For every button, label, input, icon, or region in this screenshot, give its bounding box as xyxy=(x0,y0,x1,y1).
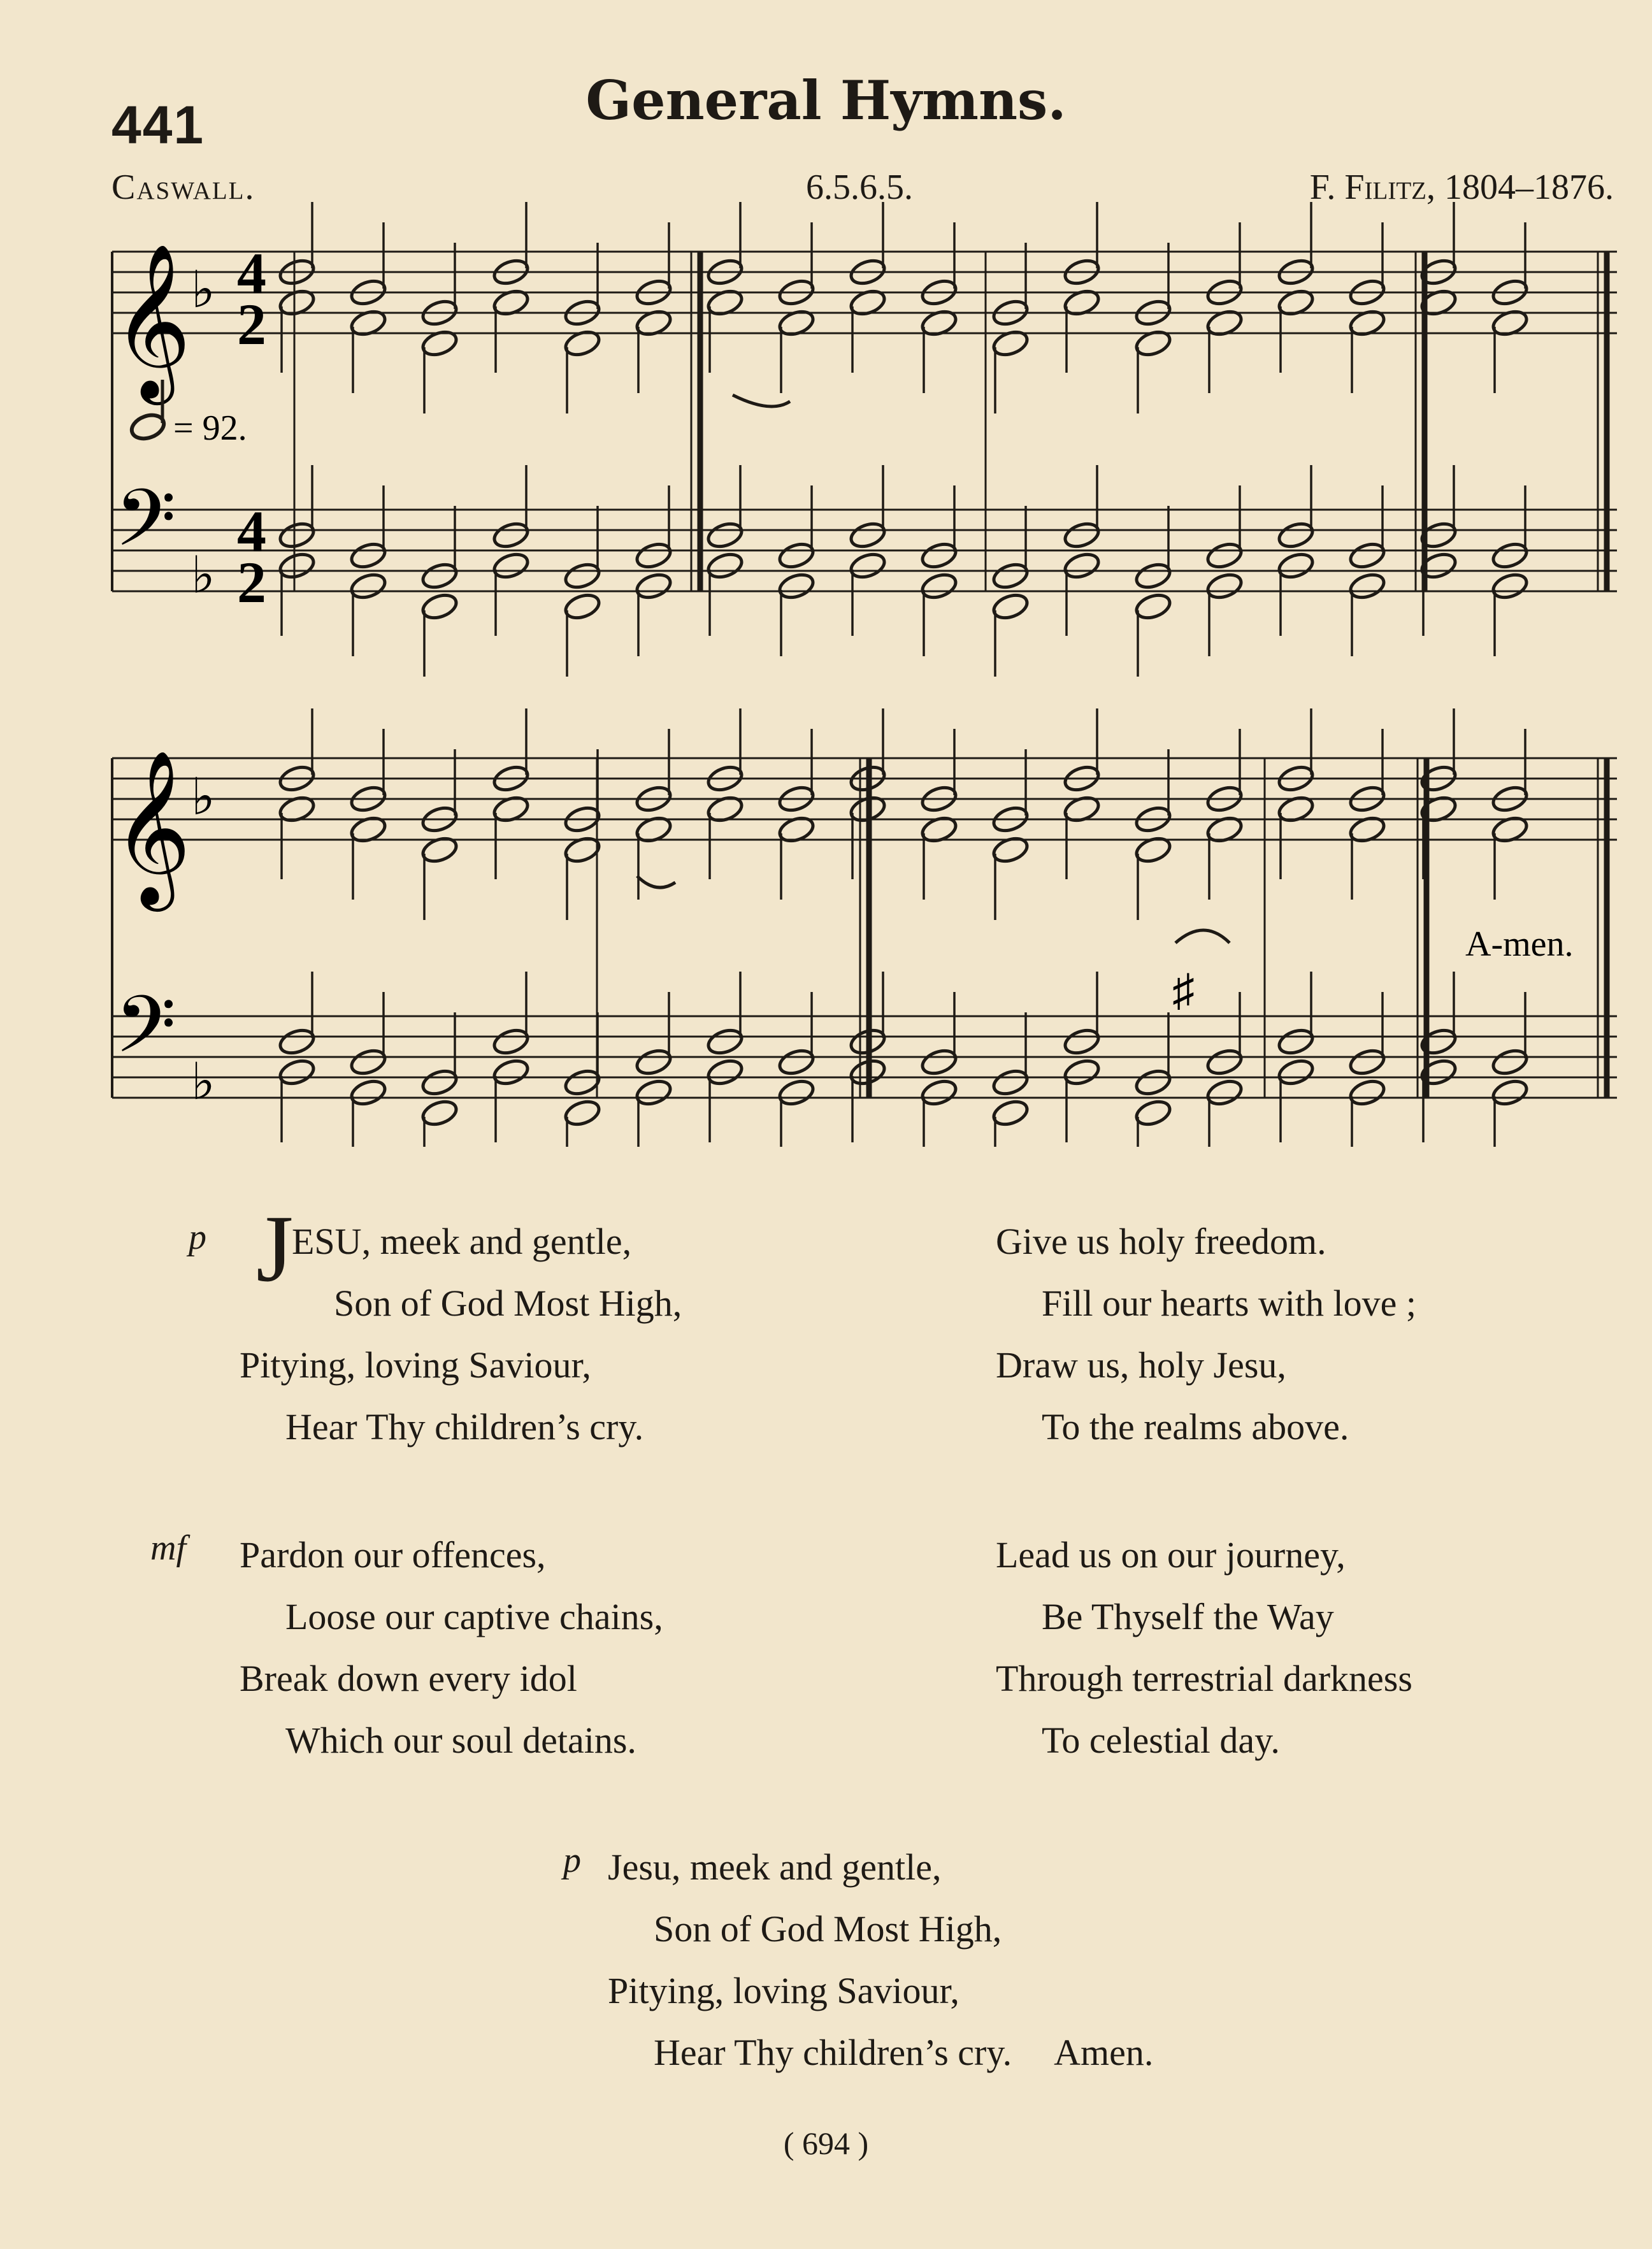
half-note-icon xyxy=(491,1057,531,1088)
half-note-icon xyxy=(1205,1077,1244,1109)
half-note-icon xyxy=(634,571,673,602)
verse-line: Draw us, holy Jesu, xyxy=(996,1344,1286,1386)
half-note-icon xyxy=(1276,520,1316,551)
half-note-icon xyxy=(705,1026,745,1058)
verse-2 xyxy=(996,1211,1416,1458)
half-note-icon xyxy=(1276,550,1316,582)
verse-line: Break down every idol xyxy=(240,1658,577,1699)
half-note-icon xyxy=(1347,1077,1387,1109)
half-note-icon xyxy=(277,520,317,551)
half-note-icon xyxy=(705,1057,745,1088)
dynamic-marking: p xyxy=(563,1841,581,1880)
verse-line: Be Thyself the Way xyxy=(1042,1596,1334,1637)
verse-line: To the realms above. xyxy=(1042,1406,1349,1448)
half-note-icon xyxy=(491,1026,531,1058)
half-note-icon xyxy=(1490,1077,1530,1109)
half-note-icon xyxy=(1062,1057,1102,1088)
composer-name: F. Filitz, xyxy=(1309,168,1435,207)
verse-line: ESU, meek and gentle, xyxy=(292,1221,632,1262)
treble-clef-icon: 𝄞 xyxy=(112,749,192,905)
half-note-icon xyxy=(991,1067,1030,1098)
flat-icon: ♭ xyxy=(191,260,215,319)
half-note-icon xyxy=(491,550,531,582)
verse-4 xyxy=(996,1524,1412,1771)
half-note-icon xyxy=(1490,1047,1530,1078)
half-note-icon xyxy=(1347,540,1387,571)
half-note-icon xyxy=(991,591,1030,622)
verse-line: Son of God Most High, xyxy=(334,1283,682,1324)
half-note-icon xyxy=(348,1047,388,1078)
verse-line: To celestial day. xyxy=(1042,1720,1280,1761)
flat-icon: ♭ xyxy=(191,545,215,605)
amen-label: A-men. xyxy=(1465,924,1574,964)
half-note-icon xyxy=(277,1057,317,1088)
half-note-icon xyxy=(563,561,602,592)
flat-icon: ♭ xyxy=(191,767,215,826)
half-note-icon xyxy=(919,1077,959,1109)
dynamic-marking: mf xyxy=(150,1528,186,1568)
tempo-mark: = 92. xyxy=(173,408,247,448)
half-note-icon xyxy=(1062,520,1102,551)
page-number: ( 694 ) xyxy=(783,2125,869,2161)
verse-line: Through terrestrial darkness xyxy=(996,1658,1412,1699)
verse-line: Pitying, loving Saviour, xyxy=(608,1970,959,2011)
half-note-icon xyxy=(491,520,531,551)
bass-clef-icon: 𝄢 xyxy=(115,979,176,1090)
verse-line: Which our soul detains. xyxy=(285,1720,636,1761)
verse-line: Pardon our offences, xyxy=(240,1534,546,1576)
half-note-icon xyxy=(1062,550,1102,582)
half-note-icon xyxy=(1133,561,1173,592)
half-note-icon xyxy=(1276,1057,1316,1088)
half-note-icon xyxy=(777,1047,816,1078)
half-note-icon xyxy=(348,571,388,602)
slur xyxy=(733,395,790,406)
half-note-icon xyxy=(1133,1098,1173,1129)
bar-lines xyxy=(112,252,1607,1098)
verse-line: Hear Thy children’s cry. xyxy=(285,1406,644,1448)
drop-cap: J xyxy=(256,1196,294,1302)
notes xyxy=(277,202,1530,1147)
verse-line: Son of God Most High, xyxy=(654,1908,1002,1950)
half-note-icon xyxy=(348,1077,388,1109)
hymn-number: 441 xyxy=(111,95,205,155)
time-signature-top: 4 xyxy=(237,499,266,564)
half-note-icon xyxy=(1133,1067,1173,1098)
author-credit: Caswall. xyxy=(111,168,255,207)
half-note-icon xyxy=(991,561,1030,592)
half-note-icon xyxy=(848,550,887,582)
verse-1 xyxy=(240,1211,682,1458)
flat-icon: ♭ xyxy=(191,1052,215,1111)
time-signature-bottom: 2 xyxy=(237,550,266,615)
half-note-icon xyxy=(420,1098,459,1129)
verse-line: Jesu, meek and gentle, xyxy=(608,1846,942,1888)
half-note-icon xyxy=(634,540,673,571)
half-note-icon xyxy=(848,520,887,551)
half-note-icon xyxy=(919,571,959,602)
half-note-icon xyxy=(1347,571,1387,602)
treble-clef-icon: 𝄞 xyxy=(112,242,192,398)
half-note-icon xyxy=(777,571,816,602)
dynamic-marking: p xyxy=(189,1218,206,1257)
tie xyxy=(1175,930,1230,943)
half-note-icon xyxy=(1490,571,1530,602)
half-note-icon xyxy=(634,1047,673,1078)
half-note-icon xyxy=(1062,1026,1102,1058)
half-note-icon xyxy=(1133,591,1173,622)
half-note-icon xyxy=(991,1098,1030,1129)
half-note-icon xyxy=(1205,1047,1244,1078)
bass-clef-icon: 𝄢 xyxy=(115,473,176,584)
half-note-icon xyxy=(1205,571,1244,602)
half-note-icon xyxy=(777,540,816,571)
half-note-icon xyxy=(1490,540,1530,571)
verse-line: Lead us on our journey, xyxy=(996,1534,1346,1576)
section-title: General Hymns. xyxy=(585,69,1067,132)
half-note-icon xyxy=(420,561,459,592)
verse-line xyxy=(608,2022,1153,2083)
half-note-icon xyxy=(1205,540,1244,571)
verse-line: Loose our captive chains, xyxy=(285,1596,663,1637)
verse-line: Pitying, loving Saviour, xyxy=(240,1344,591,1386)
time-signature-top: 4 xyxy=(237,241,266,306)
half-note-icon xyxy=(705,520,745,551)
half-note-icon xyxy=(563,591,602,622)
verse-line: Give us holy freedom. xyxy=(996,1221,1326,1262)
half-note-icon xyxy=(277,550,317,582)
half-note-icon xyxy=(705,550,745,582)
half-note-icon xyxy=(420,1067,459,1098)
half-note-icon xyxy=(919,1047,959,1078)
half-note-icon xyxy=(777,1077,816,1109)
staff-lines xyxy=(112,252,1617,1098)
composer-dates: 1804–1876. xyxy=(1444,168,1614,207)
verse-line: Fill our hearts with love ; xyxy=(1042,1283,1416,1324)
half-note-icon xyxy=(277,1026,317,1058)
verse-line-text: Hear Thy children’s cry. xyxy=(654,2032,1012,2073)
half-note-icon xyxy=(919,540,959,571)
amen-text: Amen. xyxy=(1054,2032,1154,2073)
half-note-icon xyxy=(1276,1026,1316,1058)
half-note-icon xyxy=(563,1098,602,1129)
sharp-icon: ♯ xyxy=(1172,966,1195,1016)
slur xyxy=(637,876,675,887)
verse-5 xyxy=(608,1836,1153,2083)
half-note-icon xyxy=(420,591,459,622)
half-note-icon xyxy=(1347,1047,1387,1078)
half-note-icon xyxy=(348,540,388,571)
metre: 6.5.6.5. xyxy=(806,168,913,207)
time-signature-bottom: 2 xyxy=(237,292,266,357)
verse-3 xyxy=(240,1524,663,1771)
half-note-icon xyxy=(634,1077,673,1109)
